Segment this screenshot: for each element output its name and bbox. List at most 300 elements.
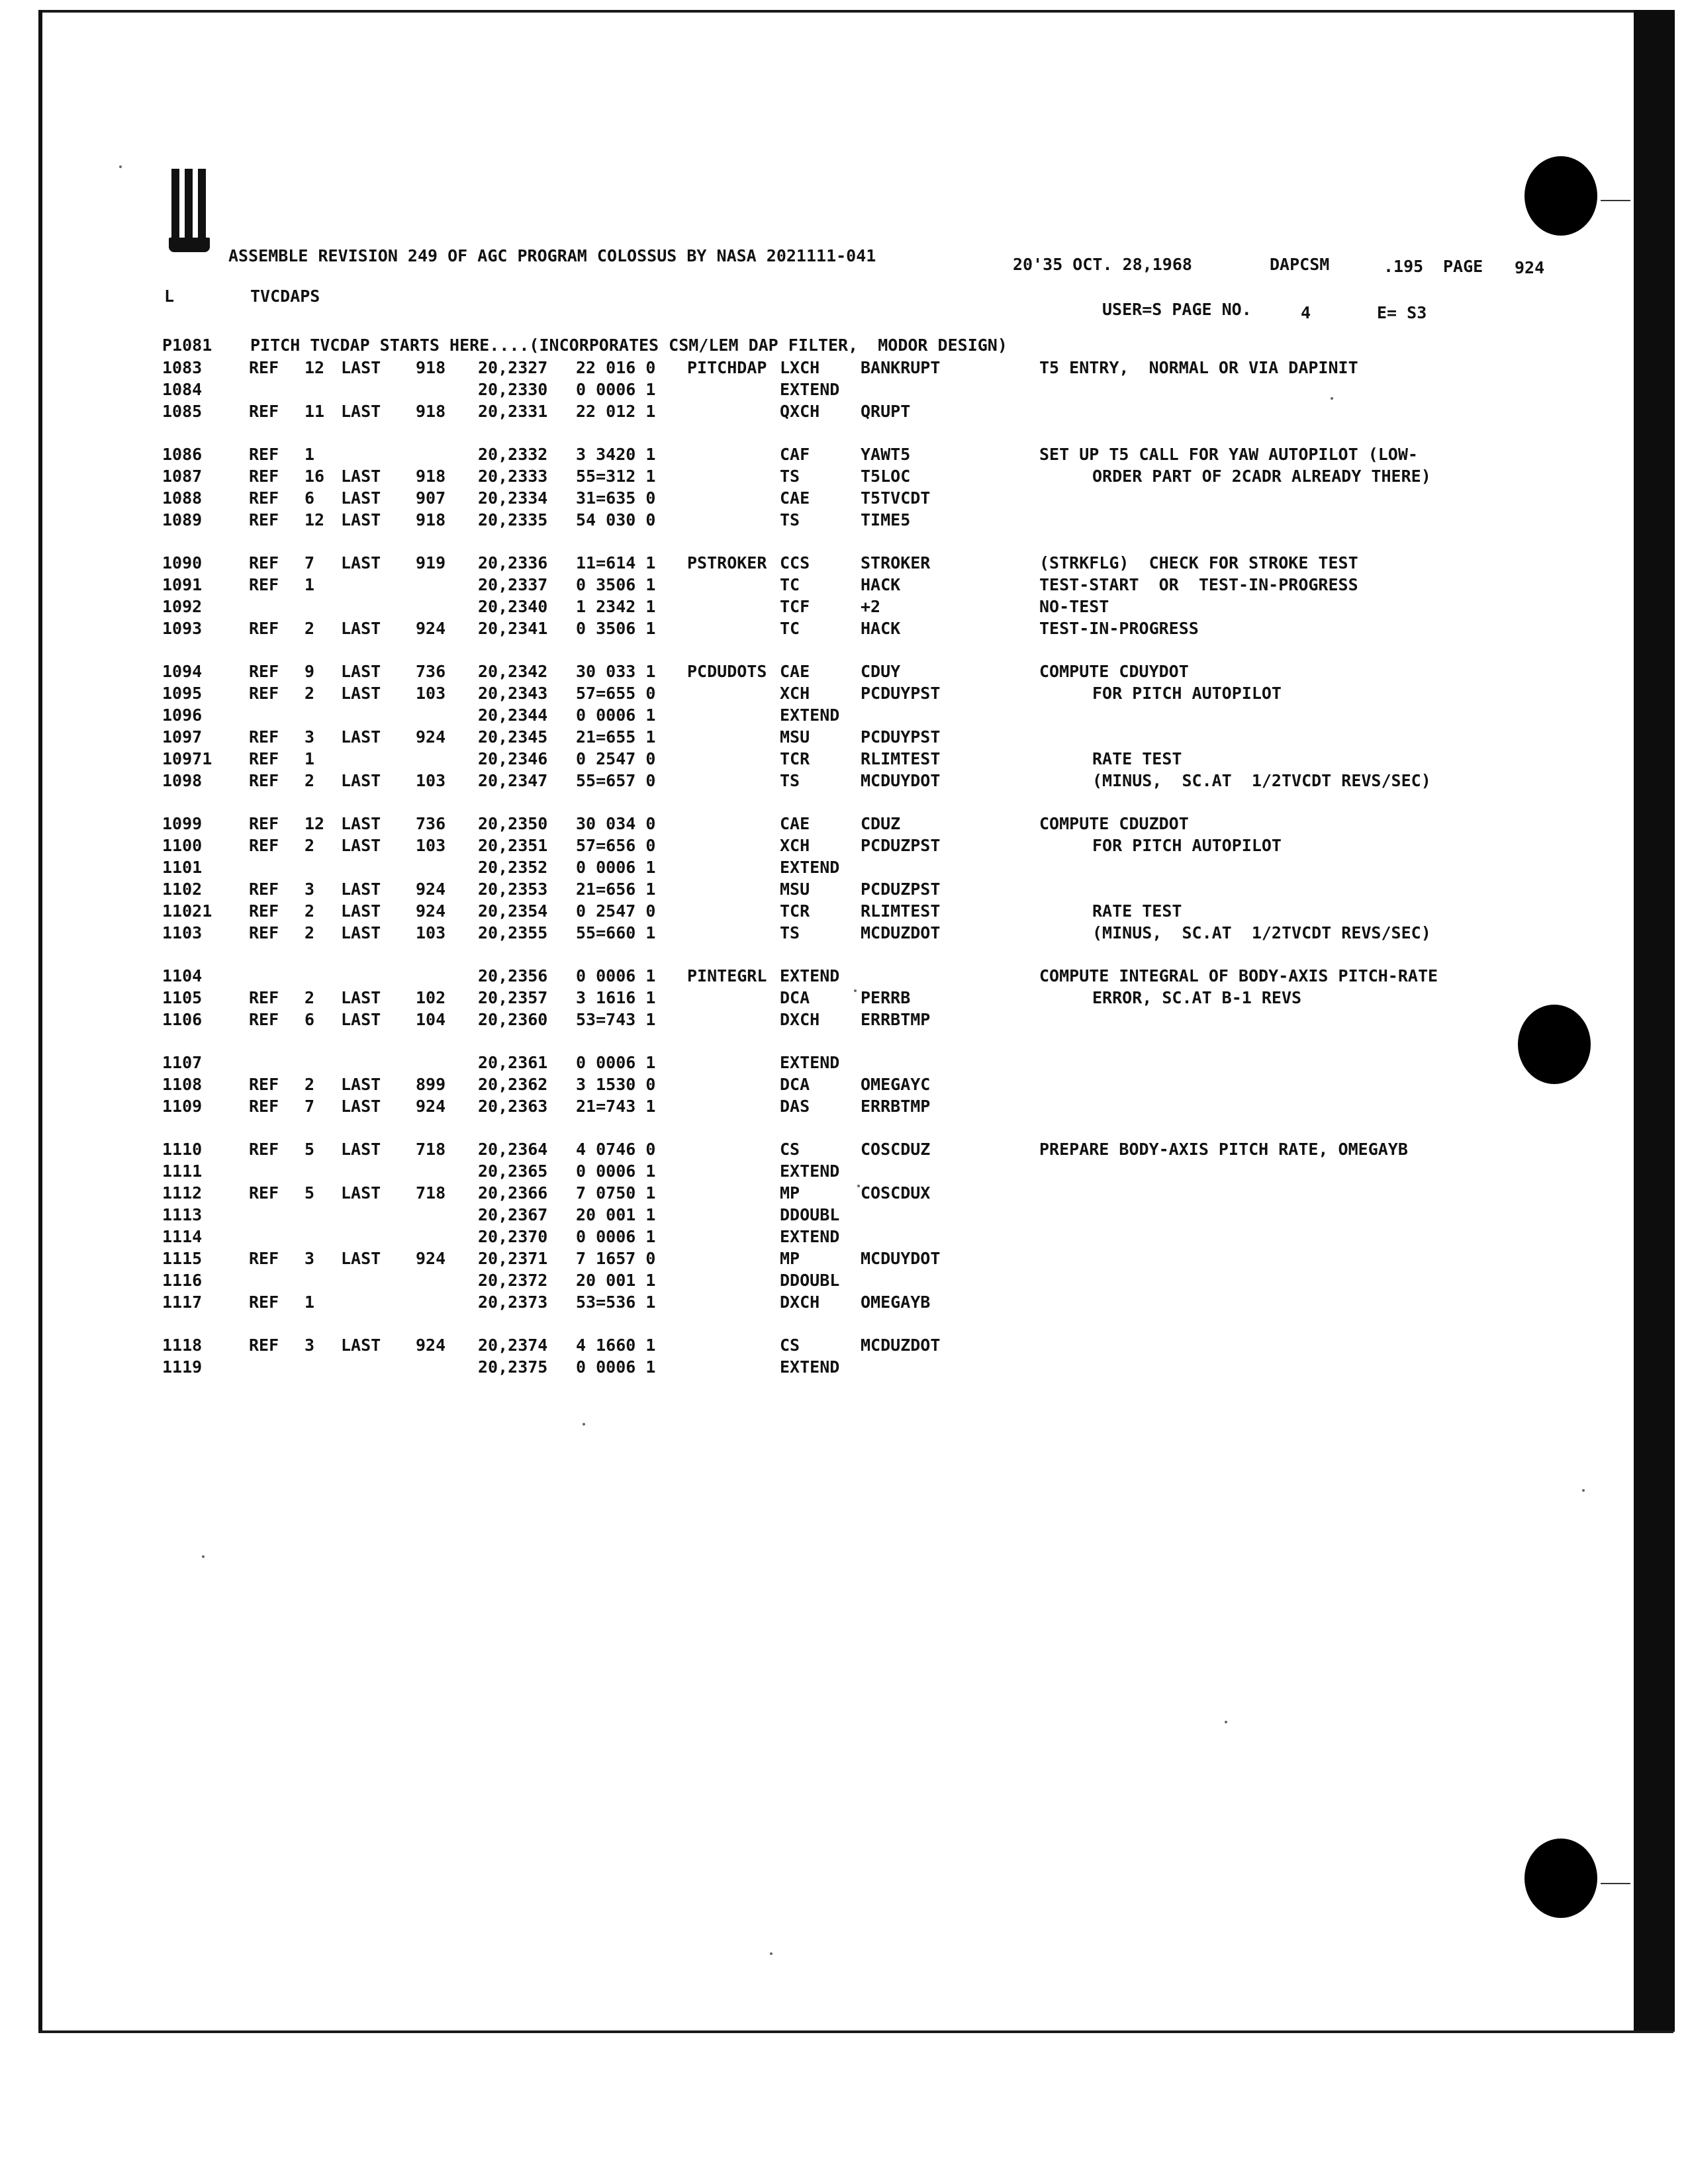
memory-address: 20,2330 — [478, 380, 548, 399]
sequence-number: 1108 — [162, 1075, 203, 1094]
opcode: EXTEND — [780, 1161, 840, 1181]
octal-code: 4 1660 1 — [576, 1336, 656, 1355]
last-page: 907 — [416, 488, 446, 508]
listing-row — [0, 749, 1688, 769]
label: PITCHDAP — [687, 358, 767, 377]
ref-marker: REF — [249, 1075, 279, 1094]
last-page: 736 — [416, 662, 446, 681]
ref-count: 5 — [305, 1183, 315, 1203]
ref-marker: REF — [249, 727, 279, 747]
sequence-number: 1111 — [162, 1161, 203, 1181]
operand: STROKER — [861, 553, 931, 572]
octal-code: 7 1657 0 — [576, 1249, 656, 1268]
ref-marker: REF — [249, 1010, 279, 1029]
listing-row — [0, 467, 1688, 486]
comment: (MINUS, SC.AT 1/2TVCDT REVS/SEC) — [1092, 923, 1431, 942]
memory-address: 20,2361 — [478, 1053, 548, 1072]
ref-marker: REF — [249, 662, 279, 681]
octal-code: 0 0006 1 — [576, 1357, 656, 1377]
last-marker: LAST — [341, 619, 381, 638]
ref-count: 6 — [305, 1010, 315, 1029]
ref-count: 3 — [305, 1336, 315, 1355]
comment: NO-TEST — [1039, 597, 1109, 616]
octal-code: 1 2342 1 — [576, 597, 656, 616]
page-label: PAGE — [1443, 257, 1483, 276]
operand: MCDUYDOT — [861, 1249, 941, 1268]
operand: BANKRUPT — [861, 358, 941, 377]
listing-row — [0, 619, 1688, 639]
opcode: MSU — [780, 727, 810, 747]
operand: HACK — [861, 575, 901, 594]
operand: OMEGAYC — [861, 1075, 931, 1094]
opcode: MP — [780, 1183, 800, 1203]
listing-row — [0, 575, 1688, 595]
label: PCDUDOTS — [687, 662, 767, 681]
last-marker: LAST — [341, 402, 381, 421]
listing-row — [0, 771, 1688, 791]
opcode: TC — [780, 575, 800, 594]
last-marker: LAST — [341, 727, 381, 747]
opcode: DDOUBL — [780, 1271, 840, 1290]
user-page-label: USER=S PAGE NO. — [1102, 300, 1252, 319]
octal-code: 11=614 1 — [576, 553, 656, 572]
memory-address: 20,2354 — [478, 901, 548, 921]
ref-count: 3 — [305, 727, 315, 747]
opcode: MSU — [780, 880, 810, 899]
sequence-number: 10971 — [162, 749, 212, 768]
last-page: 736 — [416, 814, 446, 833]
opcode: QXCH — [780, 402, 820, 421]
comment: TEST-IN-PROGRESS — [1039, 619, 1199, 638]
comment: FOR PITCH AUTOPILOT — [1092, 684, 1282, 703]
last-page: 103 — [416, 684, 446, 703]
last-marker: LAST — [341, 1140, 381, 1159]
listing-row — [0, 923, 1688, 943]
last-page: 924 — [416, 1097, 446, 1116]
scan-mark — [1601, 1883, 1630, 1884]
ref-count: 2 — [305, 684, 315, 703]
octal-code: 21=655 1 — [576, 727, 656, 747]
opcode: CAE — [780, 662, 810, 681]
last-marker: LAST — [341, 814, 381, 833]
opcode: CS — [780, 1336, 800, 1355]
sequence-number: 1101 — [162, 858, 203, 877]
listing-row — [0, 1183, 1688, 1203]
operand: CDUZ — [861, 814, 901, 833]
opcode: DCA — [780, 1075, 810, 1094]
comment: RATE TEST — [1092, 901, 1182, 921]
memory-address: 20,2336 — [478, 553, 548, 572]
sequence-number: 1102 — [162, 880, 203, 899]
memory-address: 20,2372 — [478, 1271, 548, 1290]
ref-marker: REF — [249, 575, 279, 594]
sequence-number: 1117 — [162, 1293, 203, 1312]
memory-address: 20,2367 — [478, 1205, 548, 1224]
octal-code: 7 0750 1 — [576, 1183, 656, 1203]
sequence-number: 1088 — [162, 488, 203, 508]
sequence-number: 1097 — [162, 727, 203, 747]
memory-address: 20,2364 — [478, 1140, 548, 1159]
last-marker: LAST — [341, 510, 381, 529]
punch-hole — [1524, 156, 1597, 236]
label: PSTROKER — [687, 553, 767, 572]
comment: ERROR, SC.AT B-1 REVS — [1092, 988, 1302, 1007]
memory-address: 20,2351 — [478, 836, 548, 855]
sequence-number: 1098 — [162, 771, 203, 790]
opcode: DDOUBL — [780, 1205, 840, 1224]
octal-code: 3 1616 1 — [576, 988, 656, 1007]
sequence-number: 1114 — [162, 1227, 203, 1246]
octal-code: 3 1530 0 — [576, 1075, 656, 1094]
listing-row — [0, 1205, 1688, 1225]
listing-row — [0, 705, 1688, 725]
ref-marker: REF — [249, 488, 279, 508]
sequence-number: 1086 — [162, 445, 203, 464]
sequence-number: 1087 — [162, 467, 203, 486]
opcode: CAF — [780, 445, 810, 464]
ref-count: 5 — [305, 1140, 315, 1159]
ref-marker: REF — [249, 402, 279, 421]
last-marker: LAST — [341, 1183, 381, 1203]
listing-row — [0, 1097, 1688, 1116]
operand: QRUPT — [861, 402, 911, 421]
last-page: 924 — [416, 901, 446, 921]
octal-code: 0 0006 1 — [576, 705, 656, 725]
listing-row — [0, 1161, 1688, 1181]
ref-count: 1 — [305, 575, 315, 594]
last-marker: LAST — [341, 901, 381, 921]
operand: PCDUZPST — [861, 880, 941, 899]
last-marker: LAST — [341, 880, 381, 899]
operand: COSCDUZ — [861, 1140, 931, 1159]
scan-mark — [1601, 200, 1630, 201]
operand: OMEGAYB — [861, 1293, 931, 1312]
sequence-number: 1100 — [162, 836, 203, 855]
octal-code: 0 0006 1 — [576, 380, 656, 399]
listing-row — [0, 445, 1688, 465]
last-marker: LAST — [341, 1249, 381, 1268]
octal-code: 22 016 0 — [576, 358, 656, 377]
intro-comment: PITCH TVCDAP STARTS HERE....(INCORPORATES CSM/LEM DAP FILTER, MODOR DESIGN) — [250, 336, 1008, 355]
listing-row — [0, 510, 1688, 530]
ref-count: 11 — [305, 402, 325, 421]
octal-code: 57=656 0 — [576, 836, 656, 855]
octal-code: 20 001 1 — [576, 1205, 656, 1224]
listing-row — [0, 1075, 1688, 1095]
ref-marker: REF — [249, 1183, 279, 1203]
operand: HACK — [861, 619, 901, 638]
sequence-number: 1096 — [162, 705, 203, 725]
memory-address: 20,2332 — [478, 445, 548, 464]
label: PINTEGRL — [687, 966, 767, 985]
octal-code: 0 3506 1 — [576, 619, 656, 638]
memory-address: 20,2347 — [478, 771, 548, 790]
operand: MCDUYDOT — [861, 771, 941, 790]
memory-address: 20,2340 — [478, 597, 548, 616]
sequence-number: 1107 — [162, 1053, 203, 1072]
last-page: 924 — [416, 1336, 446, 1355]
last-marker: LAST — [341, 488, 381, 508]
opcode: EXTEND — [780, 705, 840, 725]
last-marker: LAST — [341, 553, 381, 572]
last-page: 103 — [416, 771, 446, 790]
opcode: DCA — [780, 988, 810, 1007]
octal-code: 31=635 0 — [576, 488, 656, 508]
listing-timestamp: 20'35 OCT. 28,1968 — [1013, 255, 1192, 274]
ref-count: 16 — [305, 467, 325, 486]
sequence-number: 1092 — [162, 597, 203, 616]
memory-address: 20,2334 — [478, 488, 548, 508]
memory-address: 20,2363 — [478, 1097, 548, 1116]
last-page: 104 — [416, 1010, 446, 1029]
listing-row — [0, 597, 1688, 617]
scan-speck — [202, 1555, 205, 1558]
listing-row — [0, 1293, 1688, 1312]
ref-marker: REF — [249, 467, 279, 486]
ref-marker: REF — [249, 510, 279, 529]
operand: RLIMTEST — [861, 749, 941, 768]
scan-speck — [854, 989, 857, 992]
octal-code: 53=743 1 — [576, 1010, 656, 1029]
operand: PERRB — [861, 988, 911, 1007]
ref-count: 3 — [305, 880, 315, 899]
scan-border-bottom — [38, 2030, 1673, 2033]
opcode: TCR — [780, 749, 810, 768]
memory-address: 20,2373 — [478, 1293, 548, 1312]
memory-address: 20,2353 — [478, 880, 548, 899]
opcode: TCR — [780, 901, 810, 921]
memory-address: 20,2365 — [478, 1161, 548, 1181]
scan-border-top — [38, 10, 1673, 13]
comment: T5 ENTRY, NORMAL OR VIA DAPINIT — [1039, 358, 1358, 377]
ref-count: 1 — [305, 749, 315, 768]
sequence-number: 1110 — [162, 1140, 203, 1159]
memory-address: 20,2345 — [478, 727, 548, 747]
listing-row — [0, 880, 1688, 899]
opcode: TCF — [780, 597, 810, 616]
listing-row — [0, 1357, 1688, 1377]
last-marker: LAST — [341, 923, 381, 942]
ref-count: 6 — [305, 488, 315, 508]
sequence-number: 11021 — [162, 901, 212, 921]
ref-marker: REF — [249, 358, 279, 377]
ref-count: 7 — [305, 553, 315, 572]
ref-marker: REF — [249, 749, 279, 768]
ref-count: 12 — [305, 358, 325, 377]
ref-marker: REF — [249, 988, 279, 1007]
listing-row — [0, 988, 1688, 1008]
opcode: EXTEND — [780, 858, 840, 877]
octal-code: 55=312 1 — [576, 467, 656, 486]
opcode: DXCH — [780, 1010, 820, 1029]
octal-code: 55=660 1 — [576, 923, 656, 942]
ref-count: 7 — [305, 1097, 315, 1116]
sequence-number: 1084 — [162, 380, 203, 399]
memory-address: 20,2344 — [478, 705, 548, 725]
scan-speck — [1225, 1721, 1227, 1723]
last-page: 103 — [416, 923, 446, 942]
ref-marker: REF — [249, 923, 279, 942]
listing-row — [0, 684, 1688, 704]
listing-row — [0, 966, 1688, 986]
sequence-number: 1103 — [162, 923, 203, 942]
memory-address: 20,2371 — [478, 1249, 548, 1268]
ref-marker: REF — [249, 771, 279, 790]
sequence-number: 1106 — [162, 1010, 203, 1029]
last-page: 924 — [416, 880, 446, 899]
last-page: 718 — [416, 1140, 446, 1159]
last-page: 718 — [416, 1183, 446, 1203]
listing-row — [0, 1227, 1688, 1247]
memory-address: 20,2343 — [478, 684, 548, 703]
scan-speck — [1331, 397, 1333, 400]
ref-marker: REF — [249, 619, 279, 638]
sequence-number: 1095 — [162, 684, 203, 703]
last-marker: LAST — [341, 1010, 381, 1029]
operand: ERRBTMP — [861, 1097, 931, 1116]
ref-count: 1 — [305, 445, 315, 464]
last-marker: LAST — [341, 662, 381, 681]
opcode: EXTEND — [780, 1053, 840, 1072]
last-marker: LAST — [341, 771, 381, 790]
ref-count: 1 — [305, 1293, 315, 1312]
scan-speck — [1582, 1489, 1585, 1492]
scan-speck — [119, 165, 122, 168]
comment: PREPARE BODY-AXIS PITCH RATE, OMEGAYB — [1039, 1140, 1408, 1159]
sequence-number: 1083 — [162, 358, 203, 377]
ref-marker: REF — [249, 1293, 279, 1312]
ref-marker: REF — [249, 880, 279, 899]
ref-marker: REF — [249, 445, 279, 464]
listing-row — [0, 858, 1688, 878]
last-marker: LAST — [341, 1097, 381, 1116]
sequence-number: 1104 — [162, 966, 203, 985]
opcode: XCH — [780, 836, 810, 855]
opcode: LXCH — [780, 358, 820, 377]
octal-code: 54 030 0 — [576, 510, 656, 529]
memory-address: 20,2374 — [478, 1336, 548, 1355]
last-page: 918 — [416, 467, 446, 486]
sequence-number: 1113 — [162, 1205, 203, 1224]
listing-row — [0, 1249, 1688, 1269]
octal-code: 0 0006 1 — [576, 966, 656, 985]
octal-code: 0 0006 1 — [576, 1053, 656, 1072]
listing-row — [0, 488, 1688, 508]
sequence-number: 1115 — [162, 1249, 203, 1268]
sequence-number: 1118 — [162, 1336, 203, 1355]
opcode: EXTEND — [780, 1357, 840, 1377]
last-marker: LAST — [341, 1075, 381, 1094]
comment: RATE TEST — [1092, 749, 1182, 768]
operand: PCDUYPST — [861, 684, 941, 703]
memory-address: 20,2370 — [478, 1227, 548, 1246]
octal-code: 0 0006 1 — [576, 858, 656, 877]
sequence-number: 1094 — [162, 662, 203, 681]
listing-row — [0, 901, 1688, 921]
opcode: CS — [780, 1140, 800, 1159]
opcode: TC — [780, 619, 800, 638]
octal-code: 21=656 1 — [576, 880, 656, 899]
ref-count: 2 — [305, 988, 315, 1007]
ref-marker: REF — [249, 1336, 279, 1355]
user-code: E= S3 — [1377, 303, 1427, 322]
operand: T5LOC — [861, 467, 911, 486]
ref-count: 3 — [305, 1249, 315, 1268]
opcode: CAE — [780, 814, 810, 833]
memory-address: 20,2350 — [478, 814, 548, 833]
sequence-number: 1085 — [162, 402, 203, 421]
operand: PCDUZPST — [861, 836, 941, 855]
page-number: 924 — [1515, 258, 1545, 277]
ref-count: 2 — [305, 1075, 315, 1094]
octal-code: 57=655 0 — [576, 684, 656, 703]
last-page: 103 — [416, 836, 446, 855]
ref-marker: REF — [249, 1097, 279, 1116]
last-marker: LAST — [341, 684, 381, 703]
sequence-number: 1099 — [162, 814, 203, 833]
ref-count: 12 — [305, 814, 325, 833]
listing-row — [0, 553, 1688, 573]
listing-row — [0, 662, 1688, 682]
octal-code: 0 3506 1 — [576, 575, 656, 594]
last-page: 918 — [416, 402, 446, 421]
opcode: MP — [780, 1249, 800, 1268]
listing-name: TVCDAPS — [250, 287, 320, 306]
ref-marker: REF — [249, 901, 279, 921]
memory-address: 20,2335 — [478, 510, 548, 529]
memory-address: 20,2331 — [478, 402, 548, 421]
log-section: DAPCSM — [1270, 255, 1330, 274]
ref-count: 2 — [305, 771, 315, 790]
operand: CDUY — [861, 662, 901, 681]
octal-code: 21=743 1 — [576, 1097, 656, 1116]
operand: MCDUZDOT — [861, 923, 941, 942]
listing-row — [0, 1140, 1688, 1160]
memory-address: 20,2355 — [478, 923, 548, 942]
listing-title: ASSEMBLE REVISION 249 OF AGC PROGRAM COLOSSUS BY NASA 2021111-041 — [228, 246, 876, 265]
opcode: TS — [780, 510, 800, 529]
comment: (MINUS, SC.AT 1/2TVCDT REVS/SEC) — [1092, 771, 1431, 790]
scan-speck — [857, 1185, 860, 1187]
octal-code: 4 0746 0 — [576, 1140, 656, 1159]
comment: ORDER PART OF 2CADR ALREADY THERE) — [1092, 467, 1431, 486]
memory-address: 20,2362 — [478, 1075, 548, 1094]
ref-marker: REF — [249, 1249, 279, 1268]
opcode: TS — [780, 467, 800, 486]
last-page: 918 — [416, 510, 446, 529]
last-marker: LAST — [341, 358, 381, 377]
memory-address: 20,2375 — [478, 1357, 548, 1377]
log-reference: .195 — [1383, 257, 1424, 276]
listing-row — [0, 814, 1688, 834]
octal-code: 30 034 0 — [576, 814, 656, 833]
operand: MCDUZDOT — [861, 1336, 941, 1355]
ref-marker: REF — [249, 684, 279, 703]
ref-count: 2 — [305, 619, 315, 638]
punch-hole — [1524, 1839, 1597, 1918]
memory-address: 20,2327 — [478, 358, 548, 377]
memory-address: 20,2366 — [478, 1183, 548, 1203]
memory-address: 20,2357 — [478, 988, 548, 1007]
opcode: TS — [780, 923, 800, 942]
comment: COMPUTE CDUYDOT — [1039, 662, 1189, 681]
operand: COSCDUX — [861, 1183, 931, 1203]
operand: ERRBTMP — [861, 1010, 931, 1029]
memory-address: 20,2341 — [478, 619, 548, 638]
last-page: 924 — [416, 1249, 446, 1268]
listing-row — [0, 380, 1688, 400]
octal-code: 55=657 0 — [576, 771, 656, 790]
